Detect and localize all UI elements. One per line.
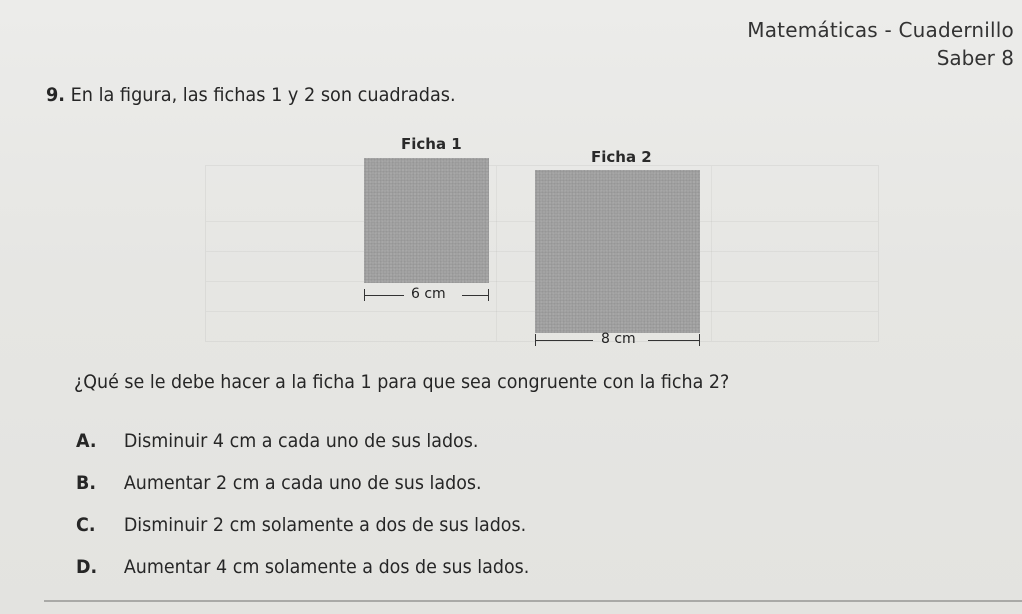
tile-1-label: Ficha 1 [401, 135, 462, 153]
booklet-title: Matemáticas - Cuadernillo [747, 18, 1014, 42]
option-b[interactable] [76, 472, 482, 494]
question-prompt: ¿Qué se le debe hacer a la ficha 1 para que sea congruente con la ficha 2? [74, 371, 730, 393]
option-a-letter: A. [76, 430, 97, 452]
bottom-divider [44, 600, 1022, 602]
tile-2-label: Ficha 2 [591, 148, 652, 166]
option-b-letter: B. [76, 472, 96, 494]
option-d-letter: D. [76, 556, 98, 578]
question-text: En la figura, las fichas 1 y 2 son cuadradas. [70, 84, 456, 106]
option-a[interactable] [76, 430, 478, 452]
tile-2-square [535, 170, 700, 333]
option-b-text: Aumentar 2 cm a cada uno de sus lados. [123, 472, 482, 494]
option-c-text: Disminuir 2 cm solamente a dos de sus lados. [123, 514, 527, 536]
tile-1-side-length: 6 cm [411, 286, 446, 302]
tile-2-dimension [535, 333, 700, 349]
booklet-grade: Saber 8 [936, 46, 1014, 70]
tile-2-side-length: 8 cm [601, 331, 636, 347]
option-c-letter: C. [76, 514, 96, 536]
option-d[interactable] [76, 556, 529, 578]
option-a-text: Disminuir 4 cm a cada uno de sus lados. [123, 430, 479, 452]
option-c[interactable] [76, 514, 526, 536]
tile-1-dimension [364, 288, 489, 304]
question-statement [46, 84, 456, 106]
tile-1-square [364, 158, 489, 283]
question-number: 9. [46, 84, 66, 106]
option-d-text: Aumentar 4 cm solamente a dos de sus lados. [123, 556, 530, 578]
